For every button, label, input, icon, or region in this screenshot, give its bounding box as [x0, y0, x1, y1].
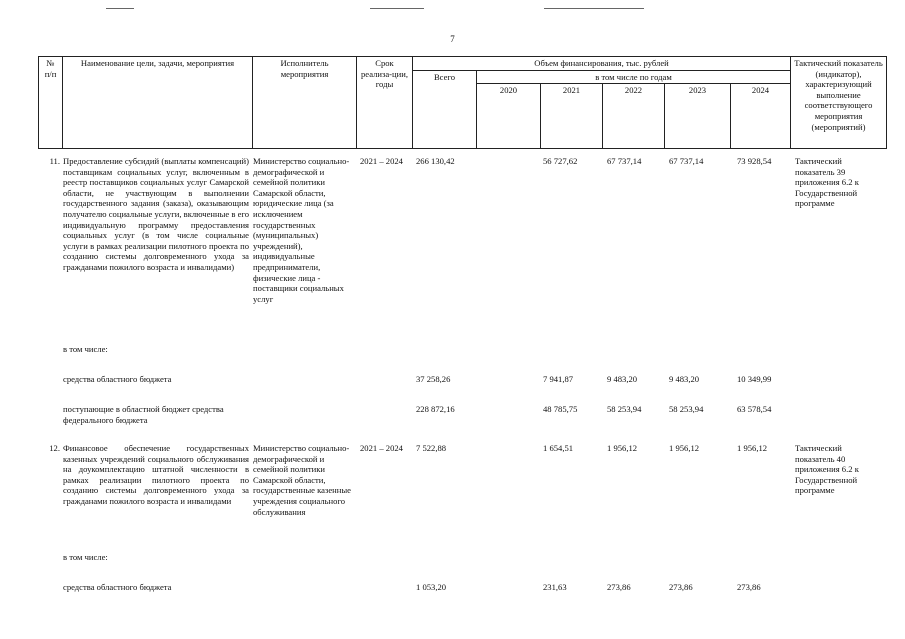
header-by-years: в том числе по годам [477, 70, 791, 84]
header-year-2024: 2024 [731, 84, 791, 149]
row-name: Предоставление субсидий (выплаты компенсаций) поставщикам социальных услуг, включенным в реестр поставщиков социальных услуг Самарской области, не участвующим в выполнении государственного задания (заказа), оказывающим получателю социальные услуги, включенные в его индивидуальную программу предоставления социальных услуг (в том числе социальные услуги в рамках реализации пилотного проекта по созданию системы долговременного ухода за гражданами пожилого возраста и инвалидами) [63, 156, 249, 272]
row-2021: 56 727,62 [543, 156, 578, 166]
row-2022: 1 956,12 [607, 443, 638, 453]
row-2024: 273,86 [737, 582, 761, 592]
row-executor: Министерство социально-демографической и семейной политики Самарской области, юридические лица (за исключением государственных (муниципальных) учреждений), индивидуальные предприниматели, физические лица - поставщики социальных услуг [253, 156, 350, 304]
header-term: Срок реализа-ции, годы [357, 57, 413, 149]
row-2021: 231,63 [543, 582, 567, 592]
row-number: 11. [49, 156, 60, 166]
header-year-2022: 2022 [603, 84, 665, 149]
scan-line [370, 8, 424, 9]
header-num: № п/п [39, 57, 63, 149]
row-number: 12. [49, 443, 60, 453]
row-indicator: Тактический показатель 39 приложения 6.2 к Государственной программе [795, 156, 859, 209]
including-text: в том числе: [63, 552, 108, 562]
header-indicator: Тактический показатель (индикатор), характеризующий выполнение соответствующего мероприятия (мероприятий) [791, 57, 887, 149]
table-header [38, 56, 887, 149]
row-term: 2021 – 2024 [360, 443, 403, 453]
header-financing: Объем финансирования, тыс. рублей [413, 57, 791, 71]
page-number: 7 [450, 34, 455, 44]
row-2024: 1 956,12 [737, 443, 768, 453]
row-name: поступающие в областной бюджет средства федерального бюджета [63, 404, 224, 425]
row-term: 2021 – 2024 [360, 156, 403, 166]
row-2024: 63 578,54 [737, 404, 772, 414]
including-text: в том числе: [63, 344, 108, 354]
header-executor: Исполнитель мероприятия [253, 57, 357, 149]
header-name: Наименование цели, задачи, мероприятия [63, 57, 253, 149]
row-2021: 48 785,75 [543, 404, 578, 414]
row-2022: 67 737,14 [607, 156, 642, 166]
row-2021: 7 941,87 [543, 374, 574, 384]
row-2023: 67 737,14 [669, 156, 704, 166]
row-2023: 58 253,94 [669, 404, 704, 414]
row-2022: 273,86 [607, 582, 631, 592]
scan-line [106, 8, 134, 9]
row-indicator: Тактический показатель 40 приложения 6.2 к Государственной программе [795, 443, 859, 496]
header-total: Всего [413, 70, 477, 149]
row-2024: 73 928,54 [737, 156, 772, 166]
row-executor: Министерство социально-демографической и семейной политики Самарской области, государственные казенные учреждения социального обслуживания [253, 443, 351, 517]
row-total: 37 258,26 [416, 374, 451, 384]
row-2022: 58 253,94 [607, 404, 642, 414]
row-total: 7 522,88 [416, 443, 447, 453]
row-2021: 1 654,51 [543, 443, 574, 453]
row-total: 1 053,20 [416, 582, 447, 592]
header-year-2021: 2021 [541, 84, 603, 149]
row-2022: 9 483,20 [607, 374, 638, 384]
row-total: 228 872,16 [416, 404, 455, 414]
scan-line [544, 8, 644, 9]
header-year-2020: 2020 [477, 84, 541, 149]
row-total: 266 130,42 [416, 156, 455, 166]
row-2024: 10 349,99 [737, 374, 772, 384]
row-name: Финансовое обеспечение государственных казенных учреждений социального обслуживания на доукомплектацию штатной численности в рамках реализации пилотного проекта по созданию системы долговременного ухода за гражданами пожилого возраста и инвалидами [63, 443, 249, 506]
row-name: средства областного бюджета [63, 582, 172, 592]
row-name: средства областного бюджета [63, 374, 172, 384]
row-2023: 1 956,12 [669, 443, 700, 453]
row-2023: 273,86 [669, 582, 693, 592]
row-2023: 9 483,20 [669, 374, 700, 384]
header-year-2023: 2023 [665, 84, 731, 149]
